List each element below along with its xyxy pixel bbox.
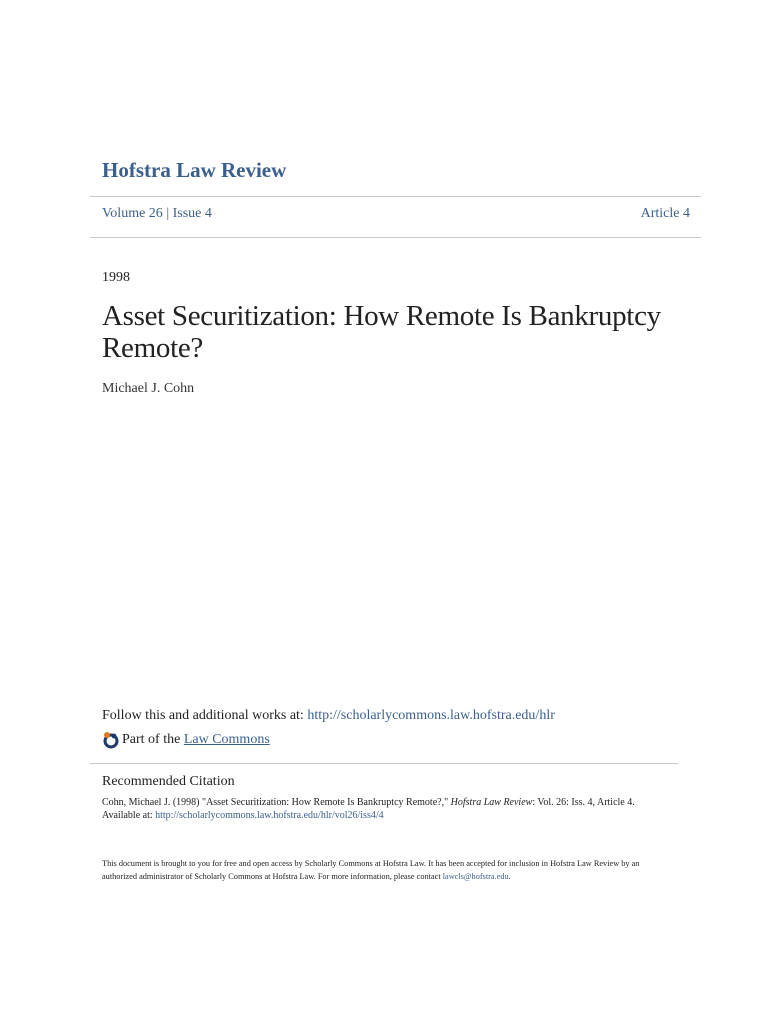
- citation-text: [102, 796, 702, 822]
- header-bottom-divider: [90, 237, 701, 238]
- issue-row: [102, 206, 690, 222]
- available-prefix: Available at:: [102, 810, 153, 821]
- disclaimer-text: This document is brought to you for free and open access by Scholarly Commons at Hofstra Law. It has been accepted for inclusion in Hofstra Law Review by an authorized administrator of Scholarly Commons at Hofstra Law. For more information, please contact: [102, 859, 640, 881]
- citation-url-link[interactable]: http://scholarlycommons.law.hofstra.edu/hlr/vol26/iss4/4: [155, 810, 384, 821]
- follow-prefix: Follow this and additional works at:: [102, 708, 304, 723]
- citation-divider: [90, 763, 678, 764]
- citation-journal: Hofstra Law Review: [450, 797, 533, 808]
- publication-year: 1998: [102, 270, 130, 285]
- volume-link[interactable]: Volume 26: [102, 206, 163, 221]
- law-commons-link[interactable]: Law Commons: [183, 732, 270, 747]
- disclaimer-end: .: [508, 872, 511, 881]
- part-of-line: [102, 731, 270, 749]
- recommended-citation-heading: Recommended Citation: [102, 774, 235, 789]
- citation-volume-info: : Vol. 26: Iss. 4, Article 4.: [532, 797, 635, 808]
- header-top-divider: [90, 196, 701, 197]
- network-icon: [102, 731, 120, 749]
- author-name: Michael J. Cohn: [102, 381, 195, 396]
- contact-email-link[interactable]: lawcls@hofstra.edu: [442, 872, 509, 881]
- journal-title: Hofstra Law Review: [102, 158, 287, 182]
- article-link[interactable]: Article 4: [640, 206, 690, 221]
- follow-url-link[interactable]: http://scholarlycommons.law.hofstra.edu/hlr: [307, 708, 555, 723]
- follow-line: [102, 708, 555, 724]
- article-title: Asset Securitization: How Remote Is Bankruptcy Remote?: [102, 300, 661, 364]
- access-disclaimer: [102, 857, 662, 883]
- issue-link[interactable]: Issue 4: [172, 206, 212, 221]
- issue-separator: |: [166, 206, 170, 221]
- citation-body: Cohn, Michael J. (1998) "Asset Securitization: How Remote Is Bankruptcy Remote?,": [102, 797, 449, 808]
- part-of-prefix: Part of the: [122, 732, 181, 747]
